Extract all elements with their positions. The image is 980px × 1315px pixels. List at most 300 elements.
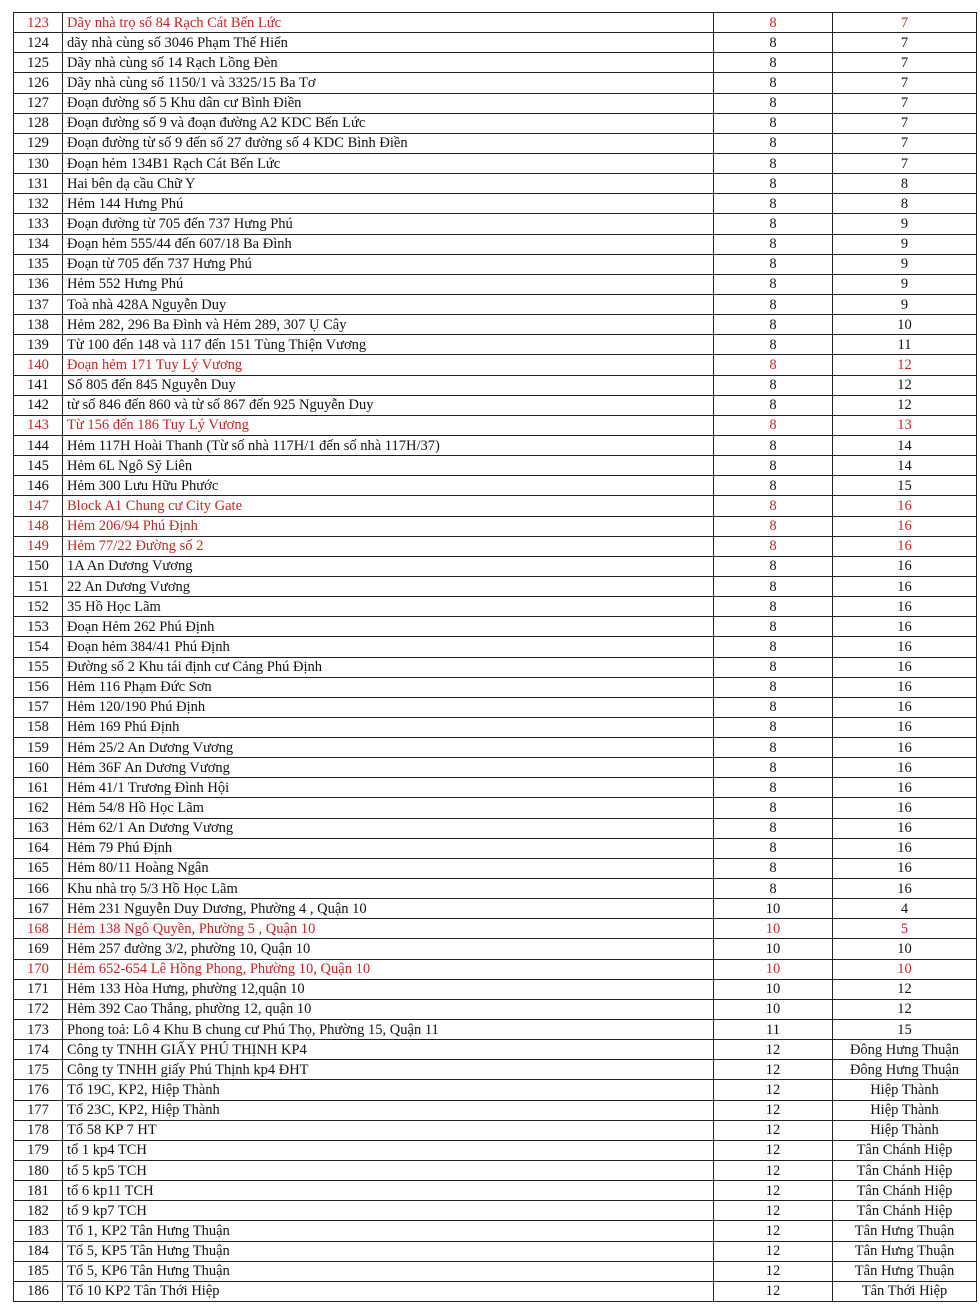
ward-cell: 16 (833, 516, 977, 536)
district-cell: 8 (714, 597, 833, 617)
district-cell: 12 (714, 1060, 833, 1080)
district-cell: 8 (714, 13, 833, 33)
district-cell: 8 (714, 657, 833, 677)
district-cell: 8 (714, 375, 833, 395)
ward-cell: Tân Thới Hiệp (833, 1281, 977, 1301)
table-row (14, 133, 977, 153)
location-cell: Khu nhà trọ 5/3 Hồ Học Lãm (63, 879, 714, 899)
row-number-cell: 164 (14, 838, 63, 858)
district-cell: 8 (714, 315, 833, 335)
table-row (14, 1100, 977, 1120)
ward-cell: 9 (833, 254, 977, 274)
row-number-cell: 168 (14, 919, 63, 939)
table-row (14, 194, 977, 214)
table-row (14, 375, 977, 395)
location-cell: Đoạn đường số 9 và đoạn đường A2 KDC Bến Lức (63, 113, 714, 133)
row-number-cell: 156 (14, 677, 63, 697)
table-row (14, 979, 977, 999)
location-cell: Hẻm 206/94 Phú Định (63, 516, 714, 536)
location-cell: Hẻm 80/11 Hoàng Ngân (63, 858, 714, 878)
ward-cell: Đông Hưng Thuận (833, 1040, 977, 1060)
ward-cell: 16 (833, 818, 977, 838)
ward-cell: 7 (833, 113, 977, 133)
ward-cell: 16 (833, 597, 977, 617)
row-number-cell: 176 (14, 1080, 63, 1100)
district-cell: 12 (714, 1100, 833, 1120)
location-cell: Hẻm 552 Hưng Phú (63, 274, 714, 294)
ward-cell: 10 (833, 315, 977, 335)
table-row (14, 456, 977, 476)
row-number-cell: 173 (14, 1020, 63, 1040)
location-cell: Số 805 đến 845 Nguyễn Duy (63, 375, 714, 395)
district-cell: 8 (714, 113, 833, 133)
district-cell: 10 (714, 979, 833, 999)
row-number-cell: 138 (14, 315, 63, 335)
ward-cell: 16 (833, 657, 977, 677)
district-cell: 8 (714, 214, 833, 234)
table-row (14, 1241, 977, 1261)
location-cell: Hẻm 54/8 Hồ Học Lãm (63, 798, 714, 818)
row-number-cell: 181 (14, 1181, 63, 1201)
table-row (14, 536, 977, 556)
table-row (14, 315, 977, 335)
ward-cell: 12 (833, 395, 977, 415)
ward-cell: 11 (833, 335, 977, 355)
ward-cell: Tân Chánh Hiệp (833, 1201, 977, 1221)
district-cell: 8 (714, 395, 833, 415)
location-cell: Đoạn đường từ 705 đến 737 Hưng Phú (63, 214, 714, 234)
ward-cell: 16 (833, 536, 977, 556)
ward-cell: Tân Chánh Hiệp (833, 1140, 977, 1160)
location-cell: Đoạn hẻm 171 Tuy Lý Vương (63, 355, 714, 375)
row-number-cell: 150 (14, 556, 63, 576)
ward-cell: 16 (833, 637, 977, 657)
location-cell: Dãy nhà cùng số 1150/1 và 3325/15 Ba Tơ (63, 73, 714, 93)
ward-cell: 16 (833, 617, 977, 637)
table-row (14, 53, 977, 73)
district-cell: 8 (714, 133, 833, 153)
table-row (14, 778, 977, 798)
district-cell: 8 (714, 697, 833, 717)
row-number-cell: 186 (14, 1281, 63, 1301)
ward-cell: 16 (833, 677, 977, 697)
row-number-cell: 158 (14, 717, 63, 737)
location-cell: Hẻm 77/22 Đường số 2 (63, 536, 714, 556)
row-number-cell: 160 (14, 758, 63, 778)
table-row (14, 879, 977, 899)
district-cell: 8 (714, 536, 833, 556)
row-number-cell: 141 (14, 375, 63, 395)
row-number-cell: 185 (14, 1261, 63, 1281)
table-row (14, 637, 977, 657)
row-number-cell: 155 (14, 657, 63, 677)
district-cell: 10 (714, 919, 833, 939)
location-cell: Đoạn hẻm 384/41 Phú Định (63, 637, 714, 657)
ward-cell: 10 (833, 959, 977, 979)
row-number-cell: 123 (14, 13, 63, 33)
table-row (14, 899, 977, 919)
location-cell: Hẻm 231 Nguyễn Duy Dương, Phường 4 , Quận 10 (63, 899, 714, 919)
table-row (14, 355, 977, 375)
table-row (14, 818, 977, 838)
location-cell: Dãy nhà cùng số 14 Rạch Lồng Đèn (63, 53, 714, 73)
ward-cell: 7 (833, 133, 977, 153)
location-cell: tổ 6 kp11 TCH (63, 1181, 714, 1201)
table-row (14, 395, 977, 415)
location-cell: Công ty TNHH giấy Phú Thịnh kp4 ĐHT (63, 1060, 714, 1080)
location-cell: Hẻm 133 Hòa Hưng, phường 12,quận 10 (63, 979, 714, 999)
table-row (14, 335, 977, 355)
row-number-cell: 179 (14, 1140, 63, 1160)
ward-cell: 4 (833, 899, 977, 919)
location-cell: 35 Hồ Học Lãm (63, 597, 714, 617)
district-cell: 10 (714, 959, 833, 979)
table-row (14, 274, 977, 294)
location-cell: tổ 9 kp7 TCH (63, 1201, 714, 1221)
location-cell: Hẻm 138 Ngô Quyền, Phường 5 , Quận 10 (63, 919, 714, 939)
ward-cell: 15 (833, 1020, 977, 1040)
ward-cell: 16 (833, 798, 977, 818)
district-cell: 8 (714, 818, 833, 838)
location-cell: Hẻm 392 Cao Thắng, phường 12, quận 10 (63, 999, 714, 1019)
location-cell: Hai bên dạ cầu Chữ Y (63, 174, 714, 194)
location-cell: Đoạn hẻm 134B1 Rạch Cát Bến Lức (63, 153, 714, 173)
table-row (14, 1020, 977, 1040)
ward-cell: 16 (833, 496, 977, 516)
table-body (14, 13, 977, 1302)
district-cell: 8 (714, 234, 833, 254)
ward-cell: 16 (833, 697, 977, 717)
ward-cell: 16 (833, 576, 977, 596)
ward-cell: 16 (833, 879, 977, 899)
table-row (14, 1140, 977, 1160)
row-number-cell: 126 (14, 73, 63, 93)
district-cell: 8 (714, 717, 833, 737)
location-cell: Hẻm 117H Hoài Thanh (Từ số nhà 117H/1 đến số nhà 117H/37) (63, 435, 714, 455)
district-cell: 10 (714, 899, 833, 919)
row-number-cell: 163 (14, 818, 63, 838)
ward-cell: Đông Hưng Thuận (833, 1060, 977, 1080)
lockdown-area-table (13, 12, 977, 1302)
location-cell: Từ 156 đến 186 Tuy Lý Vương (63, 415, 714, 435)
location-cell: Tổ 5, KP5 Tân Hưng Thuận (63, 1241, 714, 1261)
table-row (14, 1281, 977, 1301)
row-number-cell: 134 (14, 234, 63, 254)
row-number-cell: 124 (14, 33, 63, 53)
district-cell: 11 (714, 1020, 833, 1040)
table-row (14, 1080, 977, 1100)
district-cell: 8 (714, 798, 833, 818)
table-row (14, 1221, 977, 1241)
table-row (14, 677, 977, 697)
location-cell: Tổ 1, KP2 Tân Hưng Thuận (63, 1221, 714, 1241)
location-cell: Tổ 19C, KP2, Hiệp Thành (63, 1080, 714, 1100)
district-cell: 8 (714, 73, 833, 93)
table-row (14, 93, 977, 113)
row-number-cell: 132 (14, 194, 63, 214)
row-number-cell: 130 (14, 153, 63, 173)
location-cell: Đoạn đường số 5 Khu dân cư Bình Điền (63, 93, 714, 113)
location-cell: Tổ 10 KP2 Tân Thới Hiệp (63, 1281, 714, 1301)
location-cell: Đoạn đường từ số 9 đến số 27 đường số 4 KDC Bình Điền (63, 133, 714, 153)
district-cell: 12 (714, 1181, 833, 1201)
ward-cell: 7 (833, 53, 977, 73)
table-row (14, 1261, 977, 1281)
district-cell: 8 (714, 556, 833, 576)
ward-cell: 9 (833, 234, 977, 254)
location-cell: Phong toả: Lô 4 Khu B chung cư Phú Thọ, Phường 15, Quận 11 (63, 1020, 714, 1040)
ward-cell: Hiệp Thành (833, 1080, 977, 1100)
district-cell: 8 (714, 576, 833, 596)
ward-cell: Tân Chánh Hiệp (833, 1181, 977, 1201)
district-cell: 8 (714, 355, 833, 375)
row-number-cell: 144 (14, 435, 63, 455)
table-row (14, 999, 977, 1019)
location-cell: Dãy nhà trọ số 84 Rạch Cát Bến Lức (63, 13, 714, 33)
table-row (14, 939, 977, 959)
table-row (14, 858, 977, 878)
ward-cell: 8 (833, 194, 977, 214)
location-cell: Hẻm 652-654 Lê Hồng Phong, Phường 10, Quận 10 (63, 959, 714, 979)
location-cell: từ số 846 đến 860 và từ số 867 đến 925 Nguyễn Duy (63, 395, 714, 415)
district-cell: 12 (714, 1221, 833, 1241)
location-cell: Hẻm 41/1 Trương Đình Hội (63, 778, 714, 798)
ward-cell: 7 (833, 153, 977, 173)
table-row (14, 415, 977, 435)
ward-cell: 7 (833, 33, 977, 53)
location-cell: Hẻm 6L Ngô Sỹ Liên (63, 456, 714, 476)
row-number-cell: 183 (14, 1221, 63, 1241)
table-row (14, 234, 977, 254)
district-cell: 8 (714, 476, 833, 496)
table-row (14, 1181, 977, 1201)
district-cell: 12 (714, 1120, 833, 1140)
ward-cell: Tân Hưng Thuận (833, 1261, 977, 1281)
table-row (14, 919, 977, 939)
row-number-cell: 165 (14, 858, 63, 878)
row-number-cell: 142 (14, 395, 63, 415)
row-number-cell: 153 (14, 617, 63, 637)
district-cell: 10 (714, 999, 833, 1019)
ward-cell: Tân Chánh Hiệp (833, 1161, 977, 1181)
location-cell: Hẻm 36F An Dương Vương (63, 758, 714, 778)
table-row (14, 1201, 977, 1221)
table-row (14, 738, 977, 758)
table-row (14, 496, 977, 516)
location-cell: Hẻm 282, 296 Ba Đình và Hẻm 289, 307 Ụ Cây (63, 315, 714, 335)
row-number-cell: 151 (14, 576, 63, 596)
table-row (14, 657, 977, 677)
location-cell: Hẻm 300 Lưu Hữu Phước (63, 476, 714, 496)
location-cell: dãy nhà cùng số 3046 Phạm Thế Hiển (63, 33, 714, 53)
row-number-cell: 169 (14, 939, 63, 959)
ward-cell: 16 (833, 556, 977, 576)
location-cell: Hẻm 62/1 An Dương Vương (63, 818, 714, 838)
table-row (14, 697, 977, 717)
row-number-cell: 127 (14, 93, 63, 113)
district-cell: 8 (714, 879, 833, 899)
ward-cell: 5 (833, 919, 977, 939)
district-cell: 8 (714, 415, 833, 435)
table-row (14, 13, 977, 33)
row-number-cell: 140 (14, 355, 63, 375)
ward-cell: 12 (833, 979, 977, 999)
row-number-cell: 175 (14, 1060, 63, 1080)
row-number-cell: 131 (14, 174, 63, 194)
location-cell: Hẻm 169 Phú Định (63, 717, 714, 737)
table-row (14, 153, 977, 173)
table-row (14, 1120, 977, 1140)
district-cell: 12 (714, 1040, 833, 1060)
table-row (14, 73, 977, 93)
location-cell: Tổ 58 KP 7 HT (63, 1120, 714, 1140)
table-row (14, 33, 977, 53)
table-row (14, 254, 977, 274)
district-cell: 8 (714, 294, 833, 314)
table-row (14, 1040, 977, 1060)
ward-cell: 14 (833, 435, 977, 455)
location-cell: Đoạn từ 705 đến 737 Hưng Phú (63, 254, 714, 274)
row-number-cell: 148 (14, 516, 63, 536)
row-number-cell: 135 (14, 254, 63, 274)
district-cell: 8 (714, 93, 833, 113)
location-cell: Từ 100 đến 148 và 117 đến 151 Tùng Thiện Vương (63, 335, 714, 355)
table-row (14, 1161, 977, 1181)
ward-cell: 16 (833, 758, 977, 778)
row-number-cell: 145 (14, 456, 63, 476)
ward-cell: 16 (833, 738, 977, 758)
table-row (14, 174, 977, 194)
district-cell: 8 (714, 274, 833, 294)
ward-cell: 14 (833, 456, 977, 476)
location-cell: tổ 5 kp5 TCH (63, 1161, 714, 1181)
row-number-cell: 137 (14, 294, 63, 314)
location-cell: Đoạn Hẻm 262 Phú Định (63, 617, 714, 637)
table-row (14, 959, 977, 979)
row-number-cell: 152 (14, 597, 63, 617)
ward-cell: Hiệp Thành (833, 1120, 977, 1140)
row-number-cell: 154 (14, 637, 63, 657)
row-number-cell: 167 (14, 899, 63, 919)
ward-cell: 7 (833, 73, 977, 93)
district-cell: 8 (714, 435, 833, 455)
district-cell: 8 (714, 254, 833, 274)
table-row (14, 516, 977, 536)
district-cell: 8 (714, 758, 833, 778)
ward-cell: 16 (833, 838, 977, 858)
district-cell: 8 (714, 778, 833, 798)
row-number-cell: 177 (14, 1100, 63, 1120)
row-number-cell: 128 (14, 113, 63, 133)
table-row (14, 758, 977, 778)
location-cell: Toà nhà 428A Nguyễn Duy (63, 294, 714, 314)
district-cell: 12 (714, 1161, 833, 1181)
ward-cell: 13 (833, 415, 977, 435)
district-cell: 8 (714, 516, 833, 536)
location-cell: Công ty TNHH GIẤY PHÚ THỊNH KP4 (63, 1040, 714, 1060)
row-number-cell: 162 (14, 798, 63, 818)
table-row (14, 556, 977, 576)
row-number-cell: 133 (14, 214, 63, 234)
row-number-cell: 129 (14, 133, 63, 153)
table-row (14, 838, 977, 858)
ward-cell: 16 (833, 778, 977, 798)
ward-cell: 8 (833, 174, 977, 194)
location-cell: Block A1 Chung cư City Gate (63, 496, 714, 516)
ward-cell: Tân Hưng Thuận (833, 1241, 977, 1261)
row-number-cell: 166 (14, 879, 63, 899)
location-cell: Đường số 2 Khu tái định cư Cảng Phú Định (63, 657, 714, 677)
row-number-cell: 171 (14, 979, 63, 999)
row-number-cell: 157 (14, 697, 63, 717)
district-cell: 12 (714, 1201, 833, 1221)
district-cell: 12 (714, 1281, 833, 1301)
district-cell: 8 (714, 838, 833, 858)
location-cell: Hẻm 116 Phạm Đức Sơn (63, 677, 714, 697)
district-cell: 8 (714, 617, 833, 637)
district-cell: 8 (714, 153, 833, 173)
row-number-cell: 184 (14, 1241, 63, 1261)
table-row (14, 576, 977, 596)
row-number-cell: 147 (14, 496, 63, 516)
table-row (14, 1060, 977, 1080)
ward-cell: 16 (833, 858, 977, 878)
ward-cell: 15 (833, 476, 977, 496)
ward-cell: 10 (833, 939, 977, 959)
ward-cell: 16 (833, 717, 977, 737)
table-row (14, 617, 977, 637)
table-row (14, 113, 977, 133)
location-cell: Tổ 23C, KP2, Hiệp Thành (63, 1100, 714, 1120)
location-cell: tổ 1 kp4 TCH (63, 1140, 714, 1160)
location-cell: Tổ 5, KP6 Tân Hưng Thuận (63, 1261, 714, 1281)
ward-cell: Tân Hưng Thuận (833, 1221, 977, 1241)
row-number-cell: 178 (14, 1120, 63, 1140)
district-cell: 8 (714, 194, 833, 214)
location-cell: Hẻm 144 Hưng Phú (63, 194, 714, 214)
row-number-cell: 159 (14, 738, 63, 758)
district-cell: 8 (714, 335, 833, 355)
district-cell: 12 (714, 1241, 833, 1261)
district-cell: 10 (714, 939, 833, 959)
row-number-cell: 149 (14, 536, 63, 556)
district-cell: 8 (714, 53, 833, 73)
district-cell: 12 (714, 1140, 833, 1160)
location-cell: Đoạn hẻm 555/44 đến 607/18 Ba Đình (63, 234, 714, 254)
row-number-cell: 182 (14, 1201, 63, 1221)
location-cell: Hẻm 120/190 Phú Định (63, 697, 714, 717)
district-cell: 8 (714, 738, 833, 758)
row-number-cell: 139 (14, 335, 63, 355)
district-cell: 8 (714, 496, 833, 516)
table-row (14, 717, 977, 737)
row-number-cell: 170 (14, 959, 63, 979)
row-number-cell: 161 (14, 778, 63, 798)
district-cell: 8 (714, 858, 833, 878)
district-cell: 8 (714, 456, 833, 476)
table-row (14, 435, 977, 455)
row-number-cell: 146 (14, 476, 63, 496)
district-cell: 8 (714, 637, 833, 657)
row-number-cell: 125 (14, 53, 63, 73)
table-row (14, 798, 977, 818)
table-row (14, 214, 977, 234)
ward-cell: 9 (833, 294, 977, 314)
row-number-cell: 180 (14, 1161, 63, 1181)
ward-cell: Hiệp Thành (833, 1100, 977, 1120)
ward-cell: 7 (833, 13, 977, 33)
location-cell: Hẻm 79 Phú Định (63, 838, 714, 858)
